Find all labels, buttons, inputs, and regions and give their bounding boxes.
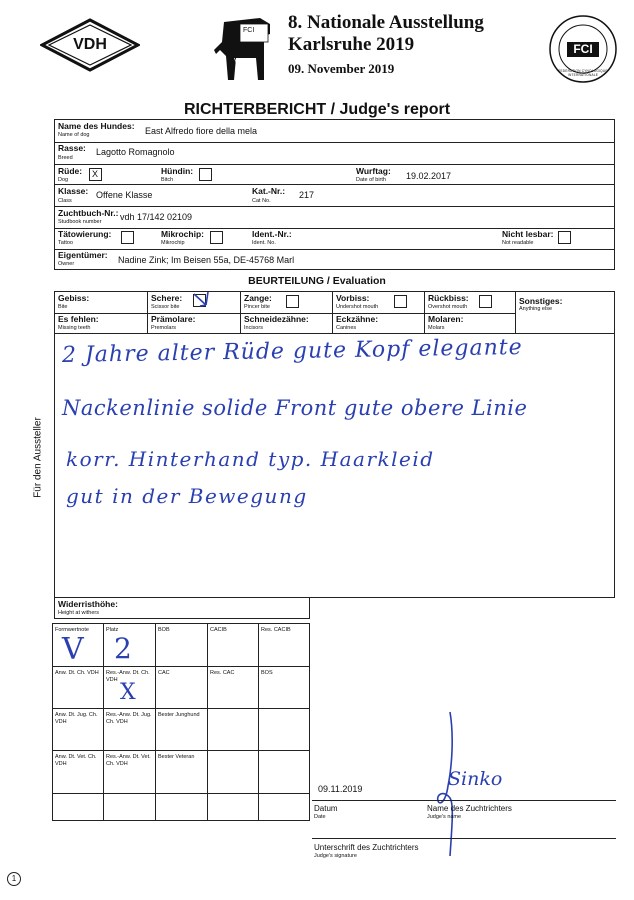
wurftag-sublabel: Date of birth bbox=[356, 177, 386, 183]
klasse-sublabel: Class bbox=[58, 198, 72, 204]
table-cell: Res. CAC bbox=[210, 670, 235, 676]
page-marker-text: 1 bbox=[11, 874, 17, 883]
table-cell: Res. CACIB bbox=[261, 627, 291, 633]
handwritten-grade: V bbox=[62, 632, 84, 667]
handwritten-line-1: 2 Jahre alter Rüde gute Kopf elegante bbox=[61, 334, 523, 368]
table-cell: Res.-Anw. Dt. Jug. Ch. VDH bbox=[106, 712, 152, 725]
rasse-label: Rasse: bbox=[58, 143, 86, 153]
eck-label: Eckzähne: bbox=[336, 314, 379, 324]
fci-badge-text: FCI bbox=[243, 27, 255, 34]
nicht-lesbar-sublabel: Not readable bbox=[502, 240, 534, 246]
studbook-value: vdh 17/142 02109 bbox=[120, 212, 193, 222]
taet-sublabel: Tattoo bbox=[58, 240, 73, 246]
page-marker bbox=[7, 872, 21, 886]
vdh-logo-text: VDH bbox=[73, 36, 107, 53]
height-sublabel: Height at withers bbox=[58, 610, 99, 616]
class-value: Offene Klasse bbox=[96, 190, 153, 200]
tattoo-checkbox[interactable] bbox=[121, 231, 134, 244]
handwritten-line-2: Nackenlinie solide Front gute obere Linie bbox=[62, 396, 528, 420]
handwritten-mark: X bbox=[120, 680, 136, 705]
height-label: Widerristhöhe: bbox=[58, 599, 118, 609]
eck-sublabel: Canines bbox=[336, 325, 357, 331]
name-label: Name des Hundes: bbox=[58, 121, 135, 131]
praemolare-sublabel: Premolars bbox=[151, 325, 177, 331]
handwritten-line-3: korr. Hinterhand typ. Haarkleid bbox=[66, 447, 435, 471]
table-cell: CAC bbox=[158, 670, 170, 676]
huendin-sublabel: Bitch bbox=[161, 177, 174, 183]
katnr-sublabel: Cat No. bbox=[252, 198, 271, 204]
schneide-sublabel: Incisors bbox=[244, 325, 263, 331]
rueckbiss-label: Rückbiss: bbox=[428, 293, 469, 303]
gebiss-label: Gebiss: bbox=[58, 293, 90, 303]
report-title: RICHTERBERICHT / Judge's report bbox=[183, 101, 451, 118]
event-title-line1: 8. Nationale Ausstellung bbox=[288, 12, 484, 33]
ruede-sublabel: Dog bbox=[58, 177, 69, 183]
overshot-checkbox[interactable] bbox=[479, 295, 492, 308]
table-cell: Bester Junghund bbox=[158, 712, 200, 718]
handwritten-line-4: gut in der Bewegung bbox=[66, 484, 308, 508]
dog-name-value: East Alfredo fiore della mela bbox=[145, 126, 258, 136]
zange-sublabel: Pincer bite bbox=[244, 304, 270, 310]
table-cell: Res.-Anw. Dt. Vet. Ch. VDH bbox=[106, 754, 151, 767]
molaren-label: Molaren: bbox=[428, 314, 464, 324]
molaren-sublabel: Molars bbox=[428, 325, 445, 331]
zange-label: Zange: bbox=[244, 293, 272, 303]
datum-label: Datum bbox=[314, 804, 338, 813]
signature-label: Unterschrift des Zuchtrichters bbox=[314, 843, 419, 852]
rasse-sublabel: Breed bbox=[58, 155, 73, 161]
esfehlen-label: Es fehlen: bbox=[58, 314, 99, 324]
sonstiges-label: Sonstiges: bbox=[519, 296, 563, 306]
nicht-lesbar-label: Nicht lesbar: bbox=[502, 229, 554, 239]
microchip-checkbox[interactable] bbox=[210, 231, 223, 244]
pincer-bite-checkbox[interactable] bbox=[286, 295, 299, 308]
event-title-line2: Karlsruhe 2019 bbox=[288, 34, 415, 55]
female-checkbox[interactable] bbox=[199, 168, 212, 181]
vdh-logo bbox=[40, 18, 140, 72]
table-cell: Res.-Anw. Dt. Ch. VDH bbox=[106, 670, 150, 683]
fci-ring-text: FEDERATION CYNOLOGIQUE INTERNATIONALE bbox=[558, 69, 608, 77]
zb-label: Zuchtbuch-Nr.: bbox=[58, 208, 119, 218]
klasse-label: Klasse: bbox=[58, 186, 89, 196]
table-cell: BOS bbox=[261, 670, 273, 676]
male-mark: X bbox=[92, 169, 99, 179]
sonstiges-sublabel: Anything else bbox=[519, 306, 553, 312]
table-cell: Anw. Dt. Vet. Ch. VDH bbox=[55, 754, 97, 767]
evaluation-box bbox=[54, 291, 615, 598]
schere-sublabel: Scissor bite bbox=[151, 304, 180, 310]
breed-value: Lagotto Romagnolo bbox=[96, 147, 175, 157]
signature-sublabel: Judge's signature bbox=[314, 853, 357, 859]
judge-name-handwritten: Sinko bbox=[448, 768, 503, 790]
table-cell: Formwertnote bbox=[55, 627, 89, 633]
fci-logo bbox=[548, 14, 618, 84]
owner-sublabel: Owner bbox=[58, 261, 75, 267]
evaluation-title: BEURTEILUNG / Evaluation bbox=[248, 275, 386, 287]
schere-label: Schere: bbox=[151, 293, 183, 303]
table-cell: BOB bbox=[158, 627, 170, 633]
table-cell: Anw. Dt. Ch. VDH bbox=[55, 670, 99, 676]
ruede-label: Rüde: bbox=[58, 166, 83, 176]
dog-logo bbox=[210, 14, 278, 84]
name-sublabel: Name of dog bbox=[58, 132, 90, 138]
ident-sublabel: Ident. No. bbox=[252, 240, 276, 246]
undershot-checkbox[interactable] bbox=[394, 295, 407, 308]
side-label: Für den Aussteller bbox=[32, 417, 44, 498]
scissor-bite-check-mark bbox=[190, 288, 212, 310]
owner-value: Nadine Zink; Im Beisen 55a, DE-45768 Marl bbox=[118, 255, 295, 265]
event-date: 09. November 2019 bbox=[288, 61, 395, 76]
zb-sublabel: Studbook number bbox=[58, 219, 102, 225]
table-cell: Platz bbox=[106, 627, 119, 633]
wurftag-label: Wurftag: bbox=[356, 166, 391, 176]
gebiss-sublabel: Bite bbox=[58, 304, 68, 310]
table-cell: CACIB bbox=[210, 627, 227, 633]
judge-signature bbox=[430, 706, 466, 866]
katnr-label: Kat.-Nr.: bbox=[252, 186, 286, 196]
owner-label: Eigentümer: bbox=[58, 250, 108, 260]
esfehlen-sublabel: Missing teeth bbox=[58, 325, 91, 331]
handwritten-place: 2 bbox=[114, 632, 132, 665]
judge-name-label: Name des Zuchtrichters bbox=[427, 804, 512, 813]
mikro-label: Mikrochip: bbox=[161, 229, 204, 239]
taet-label: Tätowierung: bbox=[58, 229, 112, 239]
judge-name-sublabel: Judge's name bbox=[427, 814, 462, 820]
ident-label: Ident.-Nr.: bbox=[252, 229, 292, 239]
table-cell: Bester Veteran bbox=[158, 754, 195, 760]
rueckbiss-sublabel: Overshot mouth bbox=[428, 304, 468, 310]
table-cell: Anw. Dt. Jug. Ch. VDH bbox=[55, 712, 98, 725]
huendin-label: Hündin: bbox=[161, 166, 194, 176]
dog-badge-text: VDH bbox=[234, 58, 249, 65]
catalog-number-value: 217 bbox=[299, 190, 315, 200]
vorbiss-label: Vorbiss: bbox=[336, 293, 370, 303]
birth-date-value: 19.02.2017 bbox=[406, 171, 452, 181]
fci-logo-text: FCI bbox=[573, 42, 593, 56]
vorbiss-sublabel: Undershot mouth bbox=[336, 304, 379, 310]
signature-date-value: 09.11.2019 bbox=[318, 784, 363, 794]
datum-sublabel: Date bbox=[314, 814, 326, 820]
mikro-sublabel: Mikrochip bbox=[161, 240, 185, 246]
not-readable-checkbox[interactable] bbox=[558, 231, 571, 244]
praemolare-label: Prämolare: bbox=[151, 314, 196, 324]
schneide-label: Schneidezähne: bbox=[244, 314, 309, 324]
